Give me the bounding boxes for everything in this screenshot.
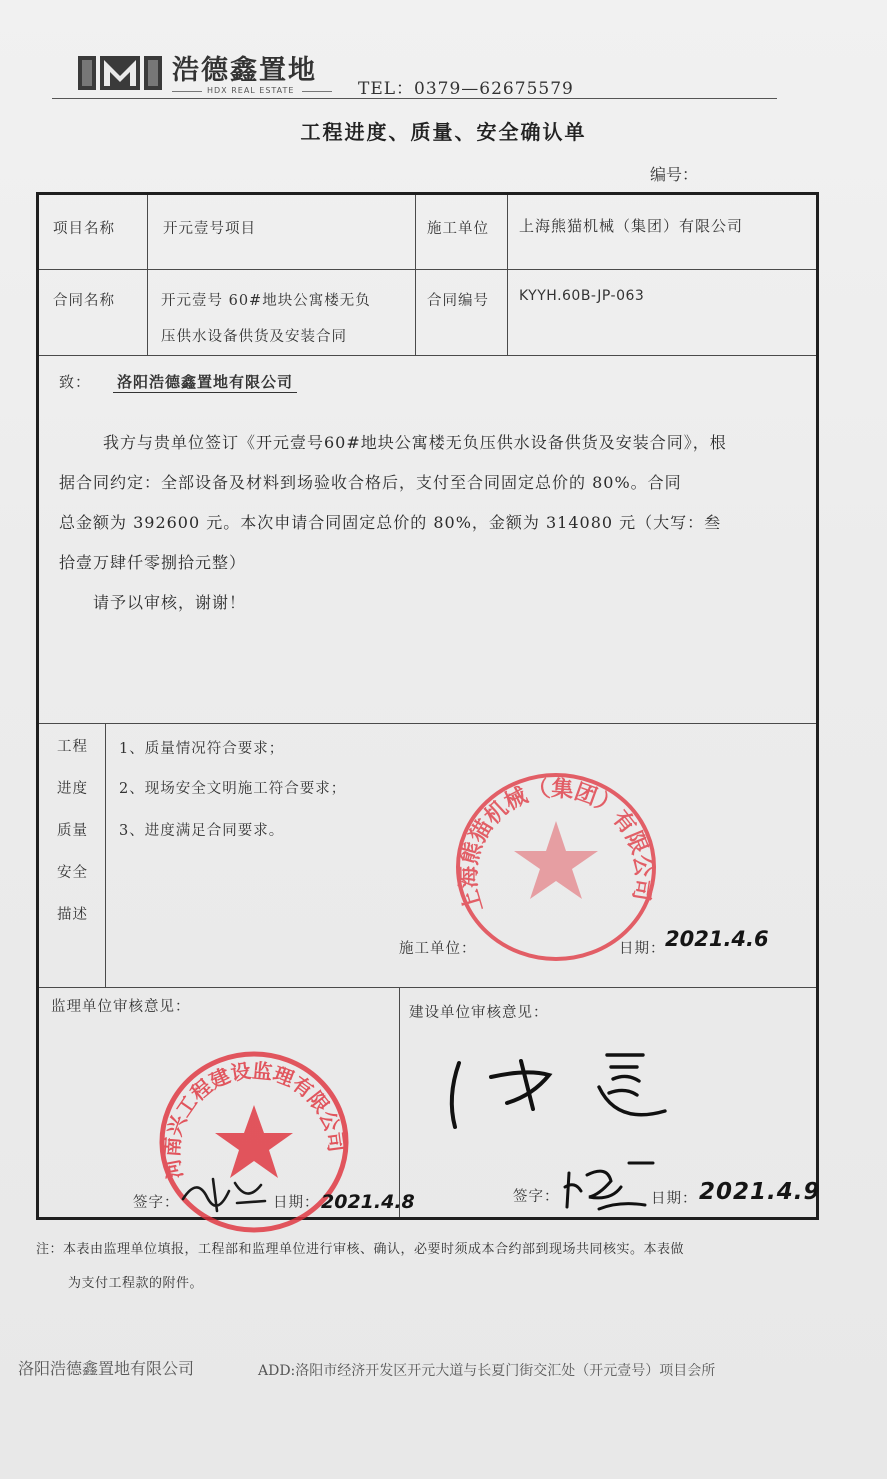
footnote-line: 注：本表由监理单位填报，工程部和监理单位进行审核、确认，必要时须成本合约部到现场共同核实。本表做	[36, 1242, 685, 1257]
desc-label: 工程	[57, 739, 88, 755]
company-name-cn: 浩德鑫置地	[172, 55, 317, 86]
owner-approval-signature-icon	[437, 1047, 673, 1137]
grid-line	[415, 195, 416, 355]
grid-line	[105, 723, 106, 987]
addressee-label: 致：	[59, 373, 92, 391]
footnote-line: 为支付工程款的附件。	[68, 1276, 204, 1291]
project-name-value: 开元壹号项目	[163, 221, 256, 237]
contractor-seal-text: 上海熊猫机械（集团）有限公司	[456, 776, 656, 915]
company-tel: TEL：0379—62675579	[358, 79, 574, 99]
contract-number-value: KYYH.60B-JP-063	[519, 288, 645, 304]
desc-item: 2、现场安全文明施工符合要求；	[119, 781, 347, 797]
letter-line: 总金额为 392600 元。本次申请合同固定总价的 80%，金额为 314080 元（大写：叁	[59, 513, 722, 532]
owner-date-value: 2021.4.9	[699, 1179, 821, 1205]
company-name-en: HDX REAL ESTATE	[207, 86, 295, 95]
desc-label: 质量	[57, 823, 88, 839]
footer-address: ADD:洛阳市经济开发区开元大道与长夏门街交汇处（开元壹号）项目会所	[258, 1363, 716, 1379]
divider	[172, 91, 202, 92]
construction-unit-value: 上海熊猫机械（集团）有限公司	[519, 217, 744, 235]
supervision-date-value: 2021.4.8	[321, 1191, 415, 1213]
contractor-seal-icon	[453, 769, 659, 965]
grid-line	[39, 355, 816, 356]
divider	[302, 91, 332, 92]
header-rule	[52, 98, 777, 99]
footer-company: 洛阳浩德鑫置地有限公司	[18, 1359, 195, 1378]
supervision-date-label: 日期：	[273, 1195, 320, 1211]
owner-opinion-label: 建设单位审核意见：	[409, 1005, 549, 1021]
construction-unit-sign-label: 施工单位：	[399, 941, 477, 957]
hdx-logo-icon	[78, 52, 162, 94]
desc-item: 1、质量情况符合要求；	[119, 741, 285, 757]
desc-item: 3、进度满足合同要求。	[119, 823, 285, 839]
contract-number-label: 合同编号	[427, 293, 489, 309]
grid-line	[39, 269, 816, 270]
grid-line	[147, 195, 148, 355]
letter-closing: 请予以审核，谢谢！	[93, 593, 247, 612]
desc-label: 安全	[57, 865, 88, 881]
desc-label: 进度	[57, 781, 88, 797]
owner-date-label: 日期：	[651, 1191, 698, 1207]
grid-line	[507, 195, 508, 355]
construction-date-label: 日期：	[619, 941, 666, 957]
addressee-line	[59, 371, 297, 392]
supervisor-signature-icon	[177, 1173, 269, 1217]
letter-line: 据合同约定：全部设备及材料到场验收合格后，支付至合同固定总价的 80%。合同	[59, 473, 682, 492]
contract-name-line2: 压供水设备供货及安装合同	[161, 329, 347, 345]
supervisor-seal-text: 河南兴工程建设监理有限公司	[159, 1058, 349, 1182]
desc-label: 描述	[57, 907, 88, 923]
letter-line: 拾壹万肆仟零捌拾元整）	[59, 553, 247, 572]
footnote	[36, 1233, 836, 1301]
contract-name-line1: 开元壹号 60#地块公寓楼无负	[161, 293, 371, 309]
construction-unit-label: 施工单位	[427, 221, 489, 237]
document-title: 工程进度、质量、安全确认单	[300, 120, 587, 144]
grid-line	[39, 723, 816, 724]
contract-name-label: 合同名称	[53, 293, 115, 309]
construction-date-value: 2021.4.6	[665, 927, 769, 951]
owner-signature-icon	[559, 1157, 659, 1217]
confirmation-form	[36, 192, 819, 1220]
grid-line	[39, 987, 816, 988]
serial-number-label: 编号：	[650, 165, 699, 184]
addressee-company: 洛阳浩德鑫置地有限公司	[113, 373, 297, 393]
supervision-opinion-label: 监理单位审核意见：	[51, 999, 191, 1015]
owner-sign-label: 签字：	[513, 1189, 560, 1205]
grid-line	[399, 987, 400, 1217]
letter-line: 我方与贵单位签订《开元壹号60#地块公寓楼无负压供水设备供货及安装合同》，根	[103, 433, 727, 452]
supervision-sign-label: 签字：	[133, 1195, 180, 1211]
project-name-label: 项目名称	[53, 221, 115, 237]
